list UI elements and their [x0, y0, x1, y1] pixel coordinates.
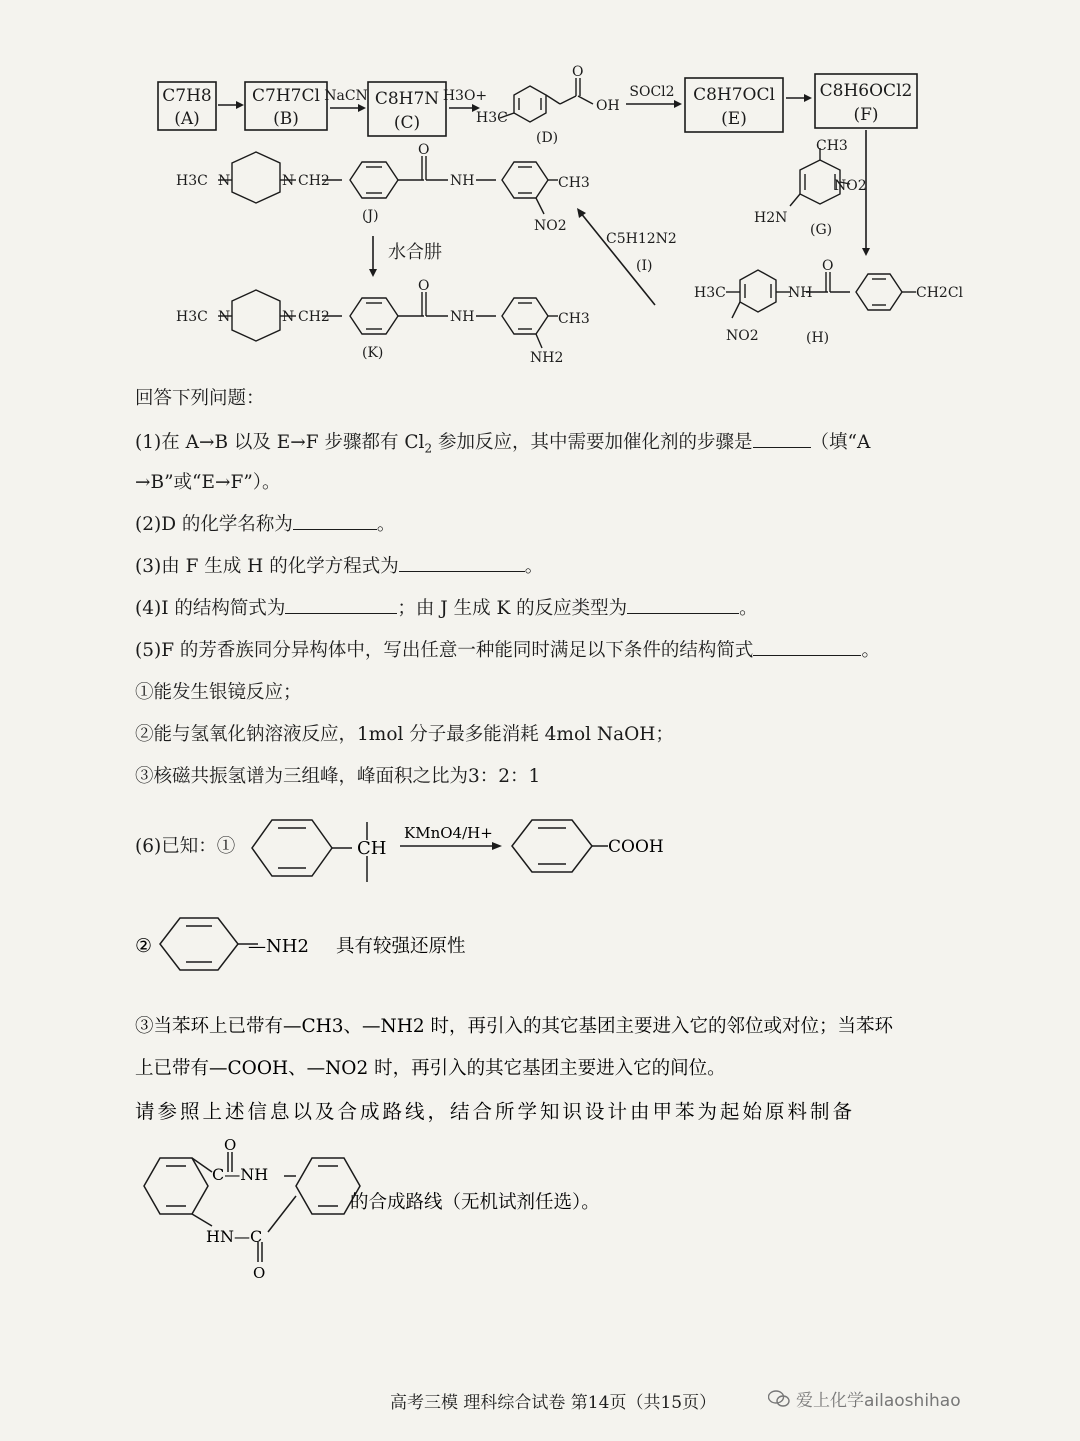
- condition-1: ①能发生银镜反应；: [135, 682, 302, 703]
- reagent-nacn: NaCN: [324, 88, 368, 104]
- reagent-i-label: (I): [636, 258, 653, 274]
- q1-line1: (1)在 A→B 以及 E→F 步骤都有 $Cl_2$ 参加反应，其中需要加催化剂的步骤是 （填“A: [135, 428, 870, 456]
- q5-end: 。: [861, 640, 880, 661]
- q1-line2: →B”或“E→F”）。: [135, 472, 281, 493]
- target-text: 的合成路线（无机试剂任选）。: [350, 1192, 600, 1213]
- g-no2: NO2: [834, 178, 867, 194]
- d-h3c: H3C: [476, 110, 508, 126]
- h-h3c: H3C: [694, 285, 726, 301]
- j-ch2: CH2: [298, 173, 330, 189]
- q4-end: 。: [739, 598, 758, 619]
- box-a-label: (A): [174, 109, 200, 129]
- task-line: 请参照上述信息以及合成路线，结合所学知识设计由甲苯为起始原料制备: [135, 1100, 856, 1123]
- j-nh: NH: [450, 173, 475, 189]
- d-label: (D): [536, 130, 559, 146]
- reagent-hydrazine: 水合肼: [388, 242, 442, 263]
- h-ch2cl: CH2Cl: [916, 285, 964, 301]
- j-ch3: CH3: [558, 175, 590, 191]
- q4-text-a: (4)I 的结构简式为: [135, 598, 286, 619]
- h-no2: NO2: [726, 328, 759, 344]
- k-nh2: NH2: [530, 350, 564, 366]
- target-o-bottom: O: [253, 1264, 266, 1282]
- q3-text: (3)由 F 生成 H 的化学方程式为: [135, 556, 399, 577]
- h-label: (H): [806, 330, 830, 346]
- j-n1: N: [218, 173, 231, 189]
- known-3-line1: ③当苯环上已带有—CH3、—NH2 时，再引入的其它基团主要进入它的邻位或对位；当苯环: [135, 1016, 894, 1037]
- box-b-formula: C7H7Cl: [252, 86, 320, 106]
- q4-text-b: ；由 J 生成 K 的反应类型为: [397, 598, 628, 619]
- k-nh: NH: [450, 309, 475, 325]
- box-e-formula: C8H7OCl: [693, 85, 775, 105]
- known-2-nh2: —NH2: [248, 936, 309, 957]
- condition-2: ②能与氢氧化钠溶液反应，1mol 分子最多能消耗 4mol NaOH；: [135, 724, 674, 745]
- box-f-label: (F): [853, 105, 879, 125]
- box-c-formula: C8H7N: [374, 89, 440, 109]
- k-o: O: [418, 278, 430, 294]
- q6-reagent: KMnO4/H+: [404, 824, 493, 842]
- j-no2: NO2: [534, 218, 567, 234]
- d-oh: OH: [596, 98, 620, 114]
- q1-text-a: (1)在 A→B 以及 E→F 步骤都有 Cl: [135, 432, 425, 453]
- target-o-top: O: [224, 1136, 237, 1154]
- q6-ch: CH: [357, 838, 387, 859]
- q3-end: 。: [524, 556, 544, 577]
- k-label: (K): [362, 345, 384, 361]
- page-info: 高考三模 理科综合试卷 第14页（共15页）: [390, 1393, 717, 1413]
- h-nh: NH: [788, 285, 813, 301]
- reagent-h3o: H3O+: [442, 88, 488, 104]
- box-e-label: (E): [721, 109, 747, 129]
- watermark: [768, 1386, 961, 1411]
- q5-text: (5)F 的芳香族同分异构体中，写出任意一种能同时满足以下条件的结构简式: [135, 640, 754, 661]
- h-o: O: [822, 258, 834, 274]
- known-2-text: 具有较强还原性: [336, 936, 466, 957]
- box-b-label: (B): [273, 109, 299, 129]
- q6-cooh: COOH: [608, 837, 664, 857]
- j-h3c: H3C: [176, 173, 208, 189]
- q6-label: (6)已知：①: [135, 836, 236, 857]
- j-label: (J): [362, 208, 379, 224]
- g-h2n: H2N: [754, 210, 788, 226]
- j-o: O: [418, 142, 430, 158]
- target-nh-bottom: HN—C: [206, 1227, 263, 1246]
- box-f-formula: C8H6OCl2: [819, 81, 913, 101]
- wechat-icon: [768, 1390, 790, 1408]
- condition-3: ③核磁共振氢谱为三组峰，峰面积之比为3：2：1: [135, 766, 541, 787]
- d-o: O: [572, 64, 584, 80]
- known-3-line2: 上已带有—COOH、—NO2 时，再引入的其它基团主要进入它的间位。: [135, 1058, 726, 1079]
- box-c-label: (C): [393, 113, 421, 133]
- target-nh-top: C—NH: [212, 1165, 269, 1184]
- q2-end: 。: [376, 514, 396, 535]
- box-a-formula: C7H8: [162, 86, 212, 106]
- q1-text-b: 参加反应，其中需要加催化剂的步骤是: [432, 432, 753, 453]
- watermark-text: 爱上化学ailaoshihao: [796, 1391, 961, 1411]
- reagent-socl2: SOCl2: [629, 84, 675, 100]
- k-h3c: H3C: [176, 309, 208, 325]
- reagent-i-formula: C5H12N2: [606, 231, 677, 247]
- k-ch3: CH3: [558, 311, 590, 327]
- k-n2: N: [282, 309, 295, 325]
- g-ch3: CH3: [816, 138, 848, 154]
- q2-text: (2)D 的化学名称为: [135, 514, 293, 535]
- k-n1: N: [218, 309, 231, 325]
- q1-text-c: （填“A: [810, 432, 871, 453]
- j-n2: N: [282, 173, 295, 189]
- k-ch2: CH2: [298, 309, 330, 325]
- g-label: (G): [810, 222, 833, 238]
- known-2-num: ②: [135, 935, 153, 957]
- intro: 回答下列问题：: [135, 388, 265, 409]
